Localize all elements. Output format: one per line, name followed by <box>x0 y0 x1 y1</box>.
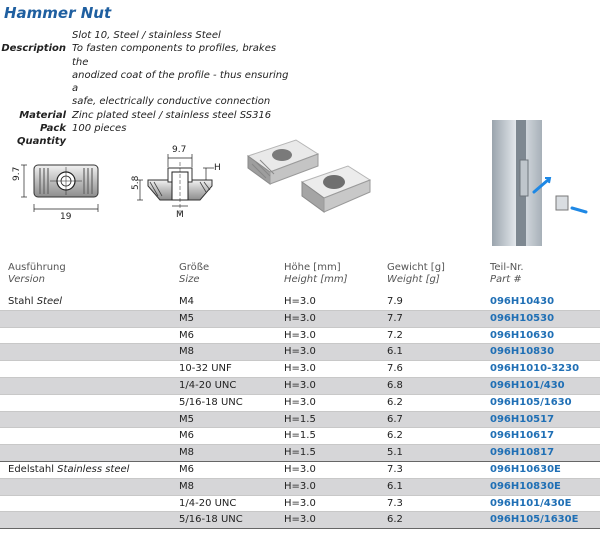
column-header-de: Höhe [mm] <box>284 262 341 273</box>
cell-weight: 7.7 <box>387 312 403 324</box>
cell-weight: 7.6 <box>387 363 403 375</box>
table-row <box>0 328 600 345</box>
spec-value: Zinc plated steel / stainless steel SS316 <box>72 109 272 121</box>
cell-size: M4 <box>179 296 194 307</box>
spec-value: Slot 10, Steel / stainless Steel <box>72 30 221 41</box>
column-header-size <box>179 262 209 286</box>
cell-size: M8 <box>179 346 194 358</box>
table-row <box>0 378 600 395</box>
cell-height: H=3.0 <box>284 296 316 307</box>
spec-key <box>0 29 72 42</box>
cell-height: H=3.0 <box>284 497 316 509</box>
cell-height: H=3.0 <box>284 396 316 408</box>
cell-part[interactable]: 096H10517 <box>490 413 555 425</box>
cell-height: H=3.0 <box>284 363 316 375</box>
cell-size: M5 <box>179 413 194 425</box>
spec-key: Material <box>19 109 66 121</box>
cell-size: 5/16-18 UNC <box>179 396 243 408</box>
table-row <box>0 512 600 529</box>
spec-key: Description <box>1 43 66 55</box>
cell-weight: 6.2 <box>387 514 403 526</box>
table-row <box>0 462 600 479</box>
cell-weight: 6.2 <box>387 430 403 442</box>
cell-part[interactable]: 096H10617 <box>490 430 555 442</box>
cell-weight: 7.3 <box>387 463 403 475</box>
nut-render-front <box>248 140 318 184</box>
spec-line: anodized coat of the profile - thus ensuring a <box>72 69 289 95</box>
cell-version <box>8 294 62 311</box>
column-header-weight <box>387 262 445 286</box>
table-row <box>0 445 600 462</box>
spec-value <box>72 42 290 108</box>
column-header-height <box>284 262 348 286</box>
cell-size: 5/16-18 UNC <box>179 514 243 526</box>
version-en: Steel <box>36 296 63 307</box>
table-row <box>0 361 600 378</box>
cell-height: H=3.0 <box>284 379 316 391</box>
cell-part[interactable]: 096H10630 <box>490 329 555 341</box>
dimension-width-label: 19 <box>60 212 72 222</box>
column-header-en: Version <box>8 274 45 285</box>
cell-height: H=1.5 <box>284 430 316 442</box>
cell-part[interactable]: 096H10817 <box>490 447 555 459</box>
column-header-en: Height [mm] <box>284 274 348 285</box>
cell-weight: 5.1 <box>387 447 403 459</box>
cell-height: H=3.0 <box>284 312 316 324</box>
dimension-height-label: 9.7 <box>12 166 22 181</box>
column-header-en: Weight [g] <box>387 274 440 285</box>
cell-part[interactable]: 096H1010-3230 <box>490 363 580 375</box>
version-de: Edelstahl <box>8 463 54 475</box>
cell-weight: 7.3 <box>387 497 403 509</box>
spec-line: To fasten components to profiles, brakes the <box>72 43 277 68</box>
column-header-en: Size <box>179 274 200 285</box>
cell-size: M6 <box>179 329 194 341</box>
cell-part[interactable]: 096H101/430 <box>490 379 565 391</box>
spec-line: safe, electrically conductive connection <box>72 96 271 108</box>
cell-weight: 7.2 <box>387 329 403 341</box>
cell-weight: 6.7 <box>387 413 403 425</box>
table-row <box>0 395 600 412</box>
spec-row-slot <box>0 29 290 42</box>
side-view-drawing <box>137 154 214 216</box>
column-header-de: Größe <box>179 262 210 273</box>
cell-height: H=1.5 <box>284 413 316 425</box>
page-title: Hammer Nut <box>4 4 112 22</box>
dimension-top-label: 9.7 <box>172 145 187 155</box>
cell-height: H=3.0 <box>284 346 316 358</box>
cell-size: 10-32 UNF <box>179 363 232 375</box>
column-header-en: Part # <box>490 274 522 285</box>
cell-size: M6 <box>179 463 194 475</box>
cell-part[interactable]: 096H105/1630 <box>490 396 572 408</box>
cell-part[interactable]: 096H10430 <box>490 296 555 307</box>
version-de: Stahl <box>8 296 34 307</box>
cell-weight: 6.2 <box>387 396 403 408</box>
cell-size: M8 <box>179 480 194 492</box>
table-row <box>0 412 600 429</box>
column-header-de: Teil-Nr. <box>490 262 524 273</box>
cell-height: H=1.5 <box>284 447 316 459</box>
cell-size: M8 <box>179 447 194 459</box>
cell-height: H=3.0 <box>284 329 316 341</box>
column-header-part <box>490 262 524 286</box>
cell-weight: 6.8 <box>387 379 403 391</box>
column-header-de: Gewicht [g] <box>387 262 445 273</box>
cell-part[interactable]: 096H10530 <box>490 312 555 324</box>
table-row <box>0 496 600 513</box>
nut-render-back <box>302 166 370 212</box>
spec-key: Pack Quantity <box>17 123 66 148</box>
cell-part[interactable]: 096H10830 <box>490 346 555 358</box>
cell-part[interactable]: 096H105/1630E <box>490 514 579 526</box>
label-m: M <box>176 210 184 220</box>
table-header <box>0 262 600 292</box>
dimension-side-label: 5.8 <box>131 175 141 190</box>
table-row <box>0 344 600 361</box>
cell-weight: 7.9 <box>387 296 403 307</box>
cell-weight: 6.1 <box>387 346 403 358</box>
cell-height: H=3.0 <box>284 480 316 492</box>
table-row <box>0 294 600 311</box>
cell-size: 1/4-20 UNC <box>179 497 237 509</box>
cell-height: H=3.0 <box>284 514 316 526</box>
cell-size: 1/4-20 UNC <box>179 379 237 391</box>
cell-part[interactable]: 096H101/430E <box>490 497 572 509</box>
cell-version <box>8 462 129 479</box>
table-row <box>0 479 600 496</box>
cell-part[interactable]: 096H10630E <box>490 463 561 475</box>
cell-size: M5 <box>179 312 194 324</box>
column-header-de: Ausführung <box>8 262 66 273</box>
cell-height: H=3.0 <box>284 463 316 475</box>
spec-value: 100 pieces <box>72 123 127 135</box>
column-header-version <box>8 262 66 286</box>
label-h: H <box>214 163 221 173</box>
table-row <box>0 428 600 445</box>
technical-drawing <box>0 120 600 250</box>
cell-size: M6 <box>179 430 194 442</box>
cell-weight: 6.1 <box>387 480 403 492</box>
parts-table <box>0 294 600 529</box>
front-view-drawing <box>21 165 98 212</box>
cell-part[interactable]: 096H10830E <box>490 480 561 492</box>
profile-photo <box>492 120 586 246</box>
version-en: Stainless steel <box>57 463 130 475</box>
table-row <box>0 311 600 328</box>
spec-row-description <box>0 42 290 108</box>
